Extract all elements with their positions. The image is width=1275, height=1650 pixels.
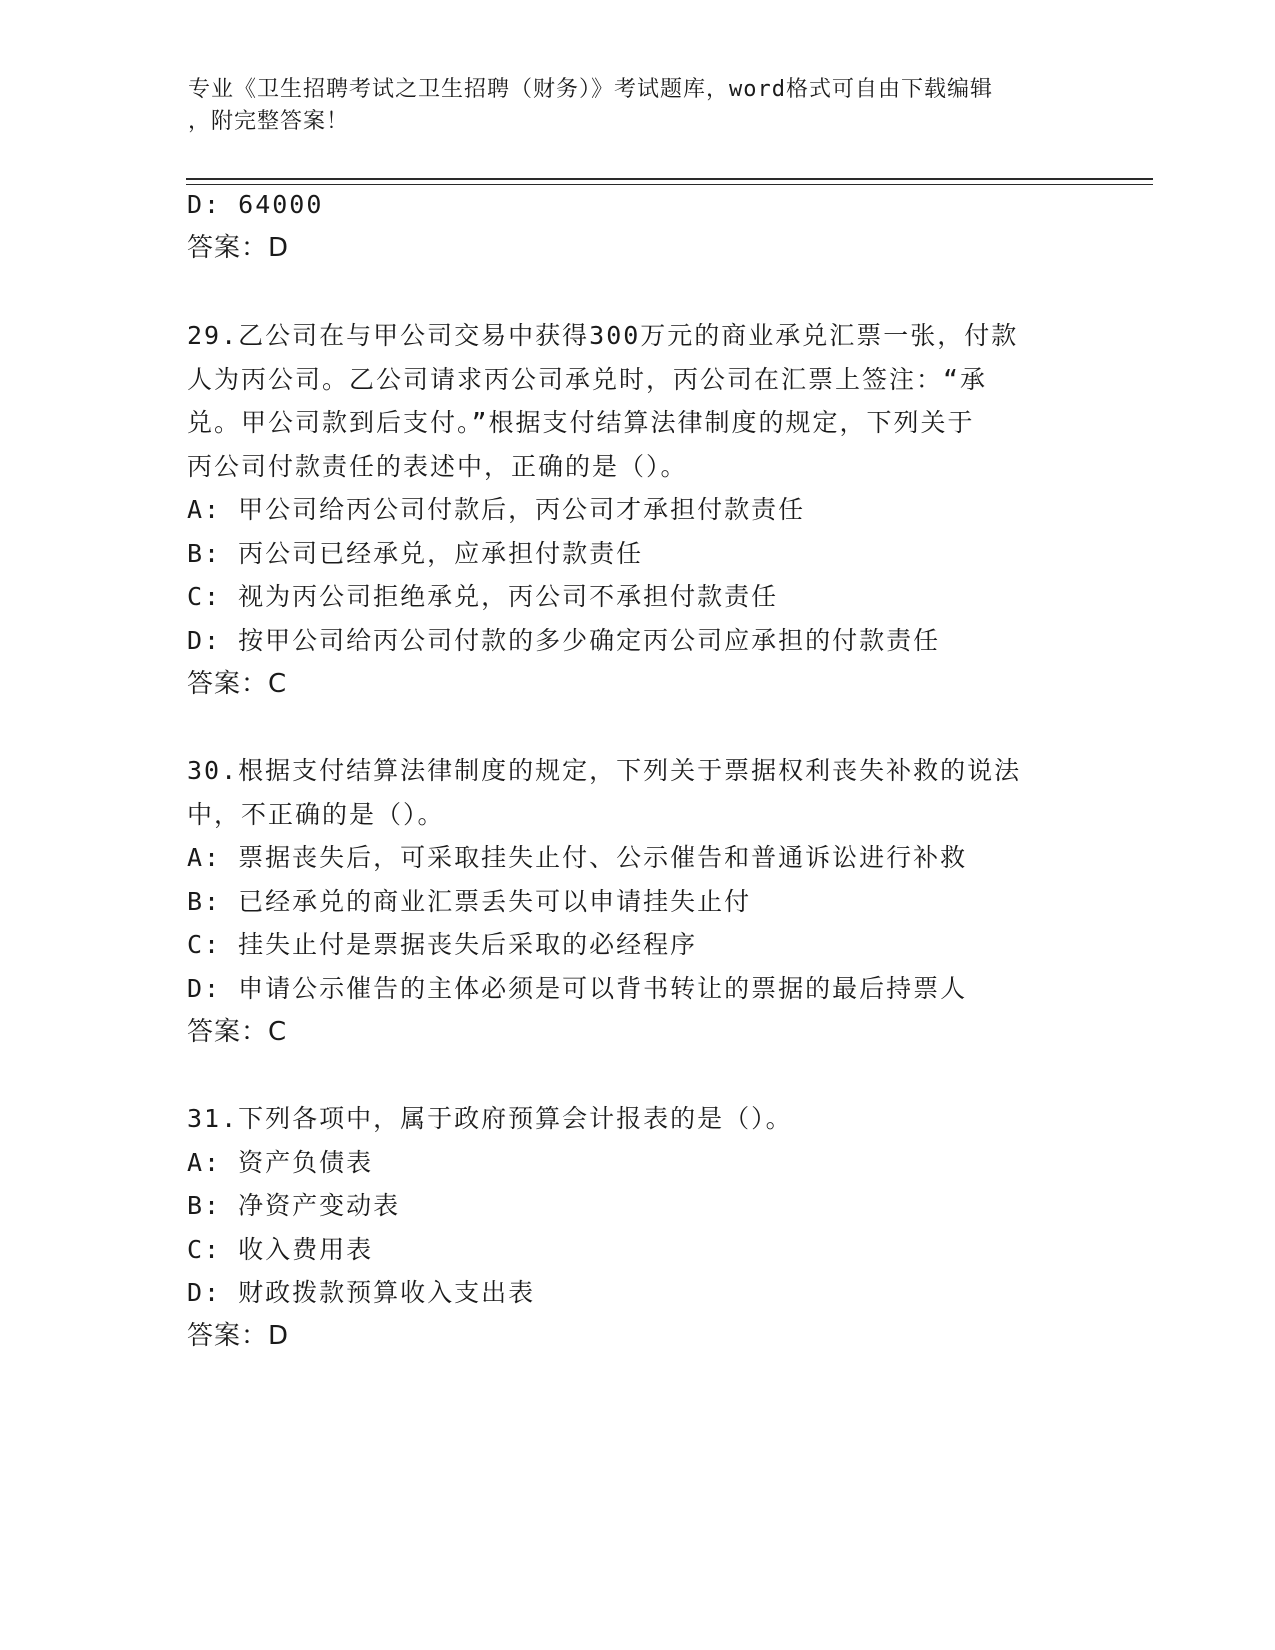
header-divider-thin xyxy=(186,184,1153,185)
header-divider-thick xyxy=(186,178,1153,180)
option-a: A: 甲公司给丙公司付款后，丙公司才承担付款责任 xyxy=(187,495,806,524)
question-stem-line: 兑。甲公司款到后支付。”根据支付结算法律制度的规定，下列关于 xyxy=(187,408,975,437)
question-stem-line: 31.下列各项中，属于政府预算会计报表的是（）。 xyxy=(187,1104,793,1133)
option-d: D: 财政拨款预算收入支出表 xyxy=(187,1278,536,1307)
answer-line: 答案：D xyxy=(187,1321,290,1351)
option-a: A: 票据丧失后，可采取挂失止付、公示催告和普通诉讼进行补救 xyxy=(187,843,968,872)
document-header xyxy=(188,74,1068,138)
option-b: B: 净资产变动表 xyxy=(187,1191,401,1220)
question-stem-line: 29.乙公司在与甲公司交易中获得300万元的商业承兑汇票一张，付款 xyxy=(187,321,1019,350)
option-d: D: 申请公示催告的主体必须是可以背书转让的票据的最后持票人 xyxy=(187,974,968,1003)
option-d: D: 64000 xyxy=(187,190,324,219)
option-c: C: 视为丙公司拒绝承兑，丙公司不承担付款责任 xyxy=(187,582,779,611)
answer-line: 答案：D xyxy=(187,233,290,263)
answer-line: 答案：C xyxy=(187,669,288,699)
question-stem-line: 丙公司付款责任的表述中，正确的是（）。 xyxy=(187,452,688,481)
question-stem-line: 30.根据支付结算法律制度的规定，下列关于票据权利丧失补救的说法 xyxy=(187,756,1022,785)
option-b: B: 丙公司已经承兑，应承担付款责任 xyxy=(187,539,644,568)
header-line-1: 专业《卫生招聘考试之卫生招聘（财务）》考试题库，word格式可自由下载编辑 xyxy=(188,77,993,102)
header-line-2: ，附完整答案！ xyxy=(188,109,350,134)
option-a: A: 资产负债表 xyxy=(187,1148,374,1177)
option-c: C: 挂失止付是票据丧失后采取的必经程序 xyxy=(187,930,698,959)
question-stem-line: 中，不正确的是（）。 xyxy=(187,800,445,829)
option-d: D: 按甲公司给丙公司付款的多少确定丙公司应承担的付款责任 xyxy=(187,626,941,655)
answer-line: 答案：C xyxy=(187,1017,288,1047)
option-b: B: 已经承兑的商业汇票丢失可以申请挂失止付 xyxy=(187,887,752,916)
question-stem-line: 人为丙公司。乙公司请求丙公司承兑时，丙公司在汇票上签注：“承 xyxy=(187,365,988,394)
option-c: C: 收入费用表 xyxy=(187,1235,374,1264)
